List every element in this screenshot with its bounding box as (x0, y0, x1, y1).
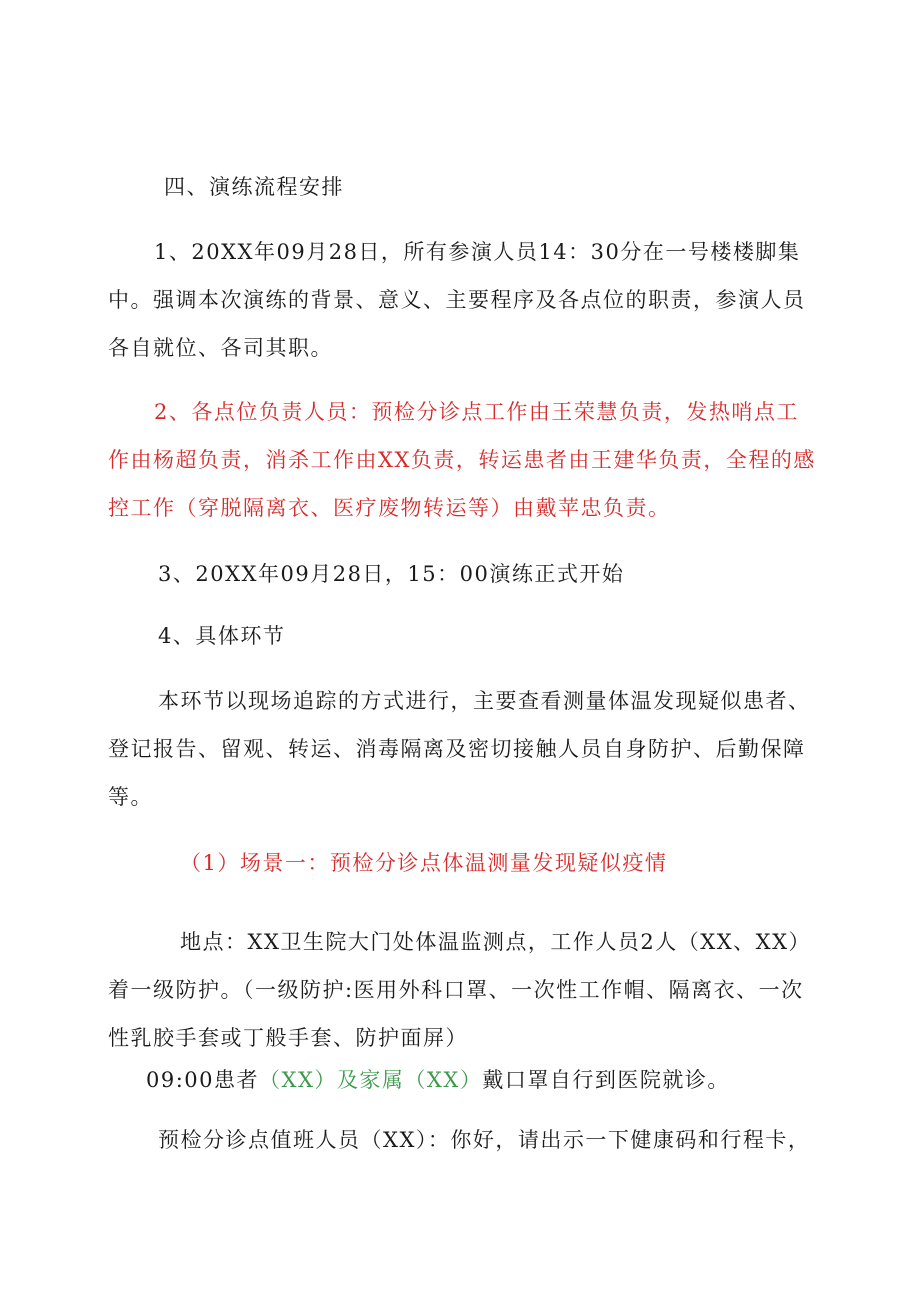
section-heading: 四、演练流程安排 (164, 175, 344, 199)
arrival-family: （XX） (404, 1068, 483, 1092)
paragraph-item-4: 4、具体环节 (158, 624, 286, 648)
arrival-patient: （XX） (259, 1068, 337, 1092)
paragraph-item-3: 3、20XX年09月28日，15：00演练正式开始 (158, 562, 625, 586)
paragraph-item-2: 2、各点位负责人员：预检分诊点工作由王荣慧负责，发热哨点工作由杨超负责，消杀工作由XX负责，转运患者由王建华负责，全程的感控工作（穿脱隔离衣、医疗废物转运等）由戴苹忠负责。 (108, 400, 816, 520)
paragraph-item-1: 1、20XX年09月28日，所有参演人员14：30分在一号楼楼脚集中。强调本次演练的背景、意义、主要程序及各点位的职责，参演人员各自就位、各司其职。 (108, 240, 806, 360)
paragraph-dialog: 预检分诊点值班人员（XX）：你好，请出示一下健康码和行程卡， (158, 1128, 811, 1152)
arrival-and-family: 及家属 (336, 1068, 405, 1092)
arrival-time-prefix: 09:00患者 (146, 1068, 260, 1092)
arrival-suffix: 戴口罩自行到医院就诊。 (482, 1068, 730, 1092)
paragraph-intro: 本环节以现场追踪的方式进行，主要查看测量体温发现疑似患者、登记报告、留观、转运、消毒隔离及密切接触人员自身防护、后勤保障等。 (108, 689, 811, 809)
paragraph-location: 地点：XX卫生院大门处体温监测点，工作人员2人（XX、XX）着一级防护。（一级防护:医用外科口罩、一次性工作帽、隔离衣、一次性乳胶手套或丁般手套、防护面屏） (108, 930, 812, 1050)
paragraph-arrival (108, 1056, 820, 1104)
scene1-title: （1）场景一：预检分诊点体温测量发现疑似疫情 (180, 851, 668, 875)
